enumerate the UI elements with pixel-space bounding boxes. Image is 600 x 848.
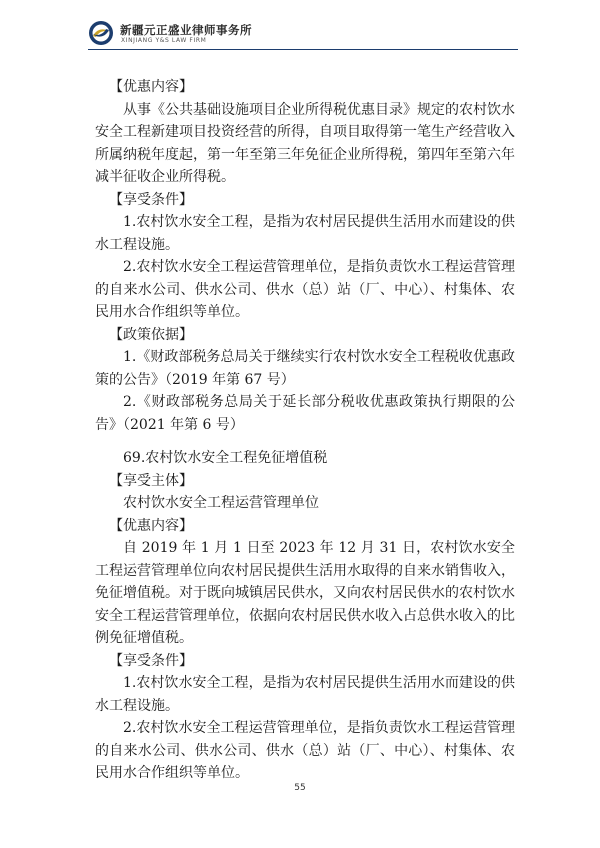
paragraph: 自 2019 年 1 月 1 日至 2023 年 12 月 31 日，农村饮水安全工程运营管理单位向农村居民提供生活用水取得的自来水销售收入，免征增值税。对于既向城镇居民供水，又向农村居民供水的农村饮水安全工程运营管理单位，依据向农村居民供水收入占总供水收入的比例免征增值税。 <box>95 540 515 646</box>
header-divider <box>88 49 518 50</box>
paragraph: 2.农村饮水安全工程运营管理单位，是指负责饮水工程运营管理的自来水公司、供水公司、供水（总）站（厂、中心）、村集体、农民用水合作组织等单位。 <box>95 259 515 320</box>
paragraph: 69.农村饮水安全工程免征增值税 <box>123 450 328 466</box>
paragraph: 2.农村饮水安全工程运营管理单位，是指负责饮水工程运营管理的自来水公司、供水公司、供水（总）站（厂、中心）、村集体、农民用水合作组织等单位。 <box>95 720 515 781</box>
page-number: 55 <box>294 783 306 793</box>
letterhead <box>88 20 518 48</box>
paragraph: 1.农村饮水安全工程，是指为农村居民提供生活用水而建设的供水工程设施。 <box>95 214 515 253</box>
document-body <box>95 76 515 785</box>
paragraph: 1.农村饮水安全工程，是指为农村居民提供生活用水而建设的供水工程设施。 <box>95 675 515 714</box>
section-heading: 【享受条件】 <box>109 652 193 669</box>
section-heading: 【优惠内容】 <box>109 79 193 95</box>
paragraph: 从事《公共基础设施项目企业所得税优惠目录》规定的农村饮水安全工程新建项目投资经营的所得，自项目取得第一笔生产经营收入所属纳税年度起，第一年至第三年免征企业所得税，第四年至第六年减半征收企业所得税。 <box>95 101 515 185</box>
firm-name-cn: 新疆元正盛业律师事务所 <box>120 23 252 37</box>
law-firm-logo <box>88 20 114 46</box>
firm-name-en: XINJIANG Y&S LAW FIRM <box>121 37 207 44</box>
paragraph: 农村饮水安全工程运营管理单位 <box>123 495 319 511</box>
paragraph: 1.《财政部税务总局关于继续实行农村饮水安全工程税收优惠政策的公告》（2019 年第 67 号） <box>95 349 515 388</box>
section-heading: 【享受条件】 <box>109 191 193 208</box>
section-heading: 【政策依据】 <box>109 326 193 343</box>
section-gap <box>95 436 515 447</box>
section-heading: 【享受主体】 <box>109 472 193 489</box>
section-heading: 【优惠内容】 <box>109 517 193 534</box>
paragraph: 2.《财政部税务总局关于延长部分税收优惠政策执行期限的公告》（2021 年第 6 号） <box>95 394 515 433</box>
